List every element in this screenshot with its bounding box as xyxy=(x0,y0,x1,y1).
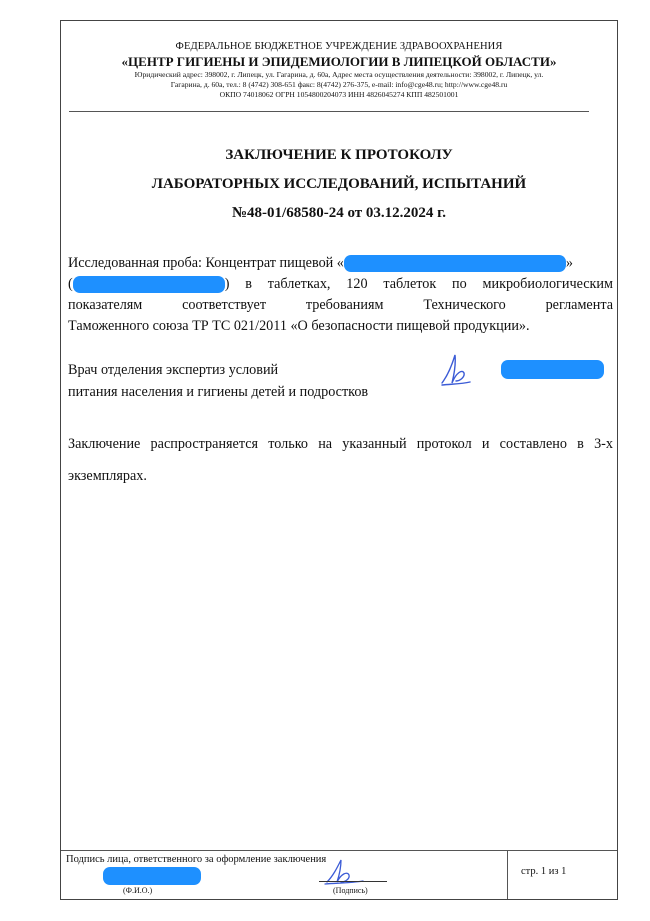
org-registration-codes: ОКПО 74018062 ОГРН 1054800204073 ИНН 4826045274 КПП 482501001 xyxy=(219,90,459,99)
open-paren: ( xyxy=(68,276,73,292)
responsible-signature-icon xyxy=(323,857,367,887)
document-number: №48-01/68580-24 от 03.12.2024 г. xyxy=(231,205,447,221)
redacted-product-detail xyxy=(73,276,225,293)
sample-paragraph xyxy=(68,253,613,337)
sample-intro: Исследованная проба: Концентрат пищевой « xyxy=(68,255,344,271)
org-address-line1: Юридический адрес: 398002, г. Липецк, ул. Гагарина, д. 60а, Адрес места осуществления деятельности: 398002, г. Липецк, ул. xyxy=(134,70,544,79)
redacted-responsible-name xyxy=(103,867,201,885)
signature-line xyxy=(319,881,387,882)
org-type: ФЕДЕРАЛЬНОЕ БЮДЖЕТНОЕ УЧРЕЖДЕНИЕ ЗДРАВООХРАНЕНИЯ xyxy=(175,41,503,52)
conclusion-text: Заключение распространяется только на указанный протокол и составлено в 3-х экземплярах. xyxy=(68,436,613,484)
redacted-product-name xyxy=(344,255,566,272)
sample-after-paren: ) в таблетках, 120 таблеток по микробиологическим xyxy=(224,276,613,292)
document-title-line2: ЛАБОРАТОРНЫХ ИССЛЕДОВАНИЙ, ИСПЫТАНИЙ xyxy=(151,176,527,192)
redacted-doctor-name xyxy=(501,360,604,379)
document-page xyxy=(60,20,618,900)
doctor-position-line1: Врач отделения экспертиз условий xyxy=(68,362,279,378)
sample-line2 xyxy=(68,274,613,295)
sample-line4: Таможенного союза ТР ТС 021/2011 «О безопасности пищевой продукции». xyxy=(68,318,530,334)
sign-label: (Подпись) xyxy=(333,886,368,895)
footer-divider xyxy=(507,851,508,899)
sample-line3: показателям соответствует требованиям Технического регламента xyxy=(68,297,613,313)
header-divider xyxy=(69,111,589,112)
fio-label: (Ф.И.О.) xyxy=(123,886,153,895)
page-number: стр. 1 из 1 xyxy=(521,866,567,877)
responsible-signature-label: Подпись лица, ответственного за оформление заключения xyxy=(66,854,327,865)
close-quote: » xyxy=(565,255,573,271)
sample-line1 xyxy=(68,253,613,274)
signature-footer xyxy=(61,850,617,899)
org-address-line2: Гагарина, д. 60а, тел.: 8 (4742) 308-651 факс: 8(4742) 276-375, e-mail: info@cge48.ru; http://www.cge48.ru xyxy=(170,80,508,89)
org-name: «ЦЕНТР ГИГИЕНЫ И ЭПИДЕМИОЛОГИИ В ЛИПЕЦКОЙ ОБЛАСТИ» xyxy=(121,54,557,69)
doctor-position-line2: питания населения и гигиены детей и подростков xyxy=(68,384,369,400)
document-title-line1: ЗАКЛЮЧЕНИЕ К ПРОТОКОЛУ xyxy=(225,147,453,163)
doctor-signature-icon xyxy=(436,351,476,389)
